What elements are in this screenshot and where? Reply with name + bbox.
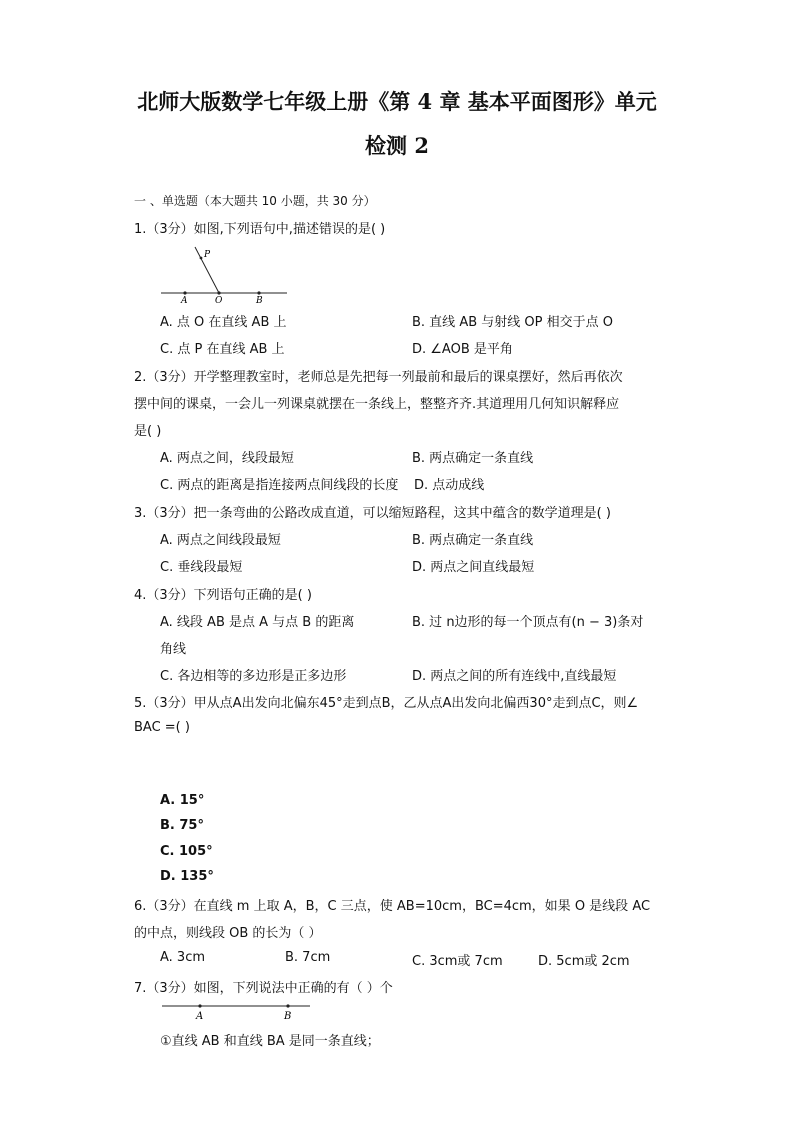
question-3-option-b: B. 两点确定一条直线 [412,533,534,548]
question-5-option-c: C. 105° [160,844,213,859]
question-2-option-c: C. 两点的距离是指连接两点间线段的长度 [160,478,399,493]
question-4-option-a: A. 线段 AB 是点 A 与点 B 的距离 [160,615,355,630]
question-1-option-c: C. 点 P 在直线 AB 上 [160,342,285,357]
question-6-option-c: C. 3cm或 7cm [412,954,503,969]
label-a: A [196,1011,204,1022]
point-b [286,1004,289,1007]
question-4-option-b: B. 过 n边形的每一个顶点有(n − 3)条对 [412,615,644,630]
point-p [200,257,203,260]
question-3-option-a: A. 两点之间线段最短 [160,533,281,548]
question-2-stem-line2: 摆中间的课桌，一会儿一列课桌就摆在一条线上，整整齐齐.其道理用几何知识解释应 [134,397,620,412]
question-5-option-b: B. 75° [160,818,204,833]
question-6-option-a: A. 3cm [160,950,206,965]
question-6-option-d: D. 5cm或 2cm [538,954,630,969]
question-4-option-d: D. 两点之间的所有连线中,直线最短 [412,669,617,684]
question-7-stem: 7.（3分）如图，下列说法中正确的有（ ）个 [134,981,393,996]
question-4-stem: 4.（3分）下列语句正确的是( ) [134,588,312,603]
label-b: B [284,1011,292,1022]
page-title-line2: 检测 2 [365,133,429,158]
question-4-option-c: C. 各边相等的多边形是正多边形 [160,669,347,684]
question-3-stem: 3.（3分）把一条弯曲的公路改成直道，可以缩短路程，这其中蕴含的数学道理是( ) [134,506,611,521]
question-5-stem-line2: BAC =( ) [134,720,190,735]
point-o [217,291,220,294]
label-p: P [204,250,211,260]
question-7-item-1: ①直线 AB 和直线 BA 是同一条直线； [160,1034,380,1049]
question-5-option-a: A. 15° [160,793,205,808]
label-b: B [256,296,263,305]
question-2-stem-line3: 是( ) [134,424,162,439]
question-6-stem-line1: 6.（3分）在直线 m 上取 A，B，C 三点，使 AB=10cm，BC=4cm，如果 O 是线段 AC [134,899,651,914]
question-6-option-b: B. 7cm [285,950,331,965]
point-a [183,291,186,294]
question-2-option-d: D. 点动成线 [414,478,485,493]
question-1-option-a: A. 点 O 在直线 AB 上 [160,315,287,330]
question-3-option-d: D. 两点之间直线最短 [412,560,535,575]
question-1-stem: 1.（3分）如图,下列语句中,描述错误的是( ) [134,222,386,237]
question-2-option-a: A. 两点之间，线段最短 [160,451,294,466]
question-1-figure [155,243,295,305]
point-b [257,291,260,294]
point-a [198,1004,201,1007]
question-2-option-b: B. 两点确定一条直线 [412,451,534,466]
question-5-option-d: D. 135° [160,869,214,884]
question-6-stem-line2: 的中点，则线段 OB 的长为（ ） [134,926,322,941]
label-a: A [181,296,188,305]
label-o: O [215,296,223,305]
question-2-stem-line1: 2.（3分）开学整理教室时，老师总是先把每一列最前和最后的课桌摆好，然后再依次 [134,370,623,385]
question-1-option-d: D. ∠AOB 是平角 [412,342,513,357]
question-3-option-c: C. 垂线段最短 [160,560,243,575]
question-5-stem-line1: 5.（3分）甲从点A出发向北偏东45°走到点B，乙从点A出发向北偏西30°走到点C，则∠ [134,696,639,711]
page-title-line1: 北师大版数学七年级上册《第 4 章 基本平面图形》单元 [137,89,657,114]
question-7-figure [158,998,318,1024]
section-header: 一 、单选题（本大题共 10 小题，共 30 分） [134,194,376,208]
question-4-option-b-cont: 角线 [160,642,187,657]
question-1-option-b: B. 直线 AB 与射线 OP 相交于点 O [412,315,613,330]
